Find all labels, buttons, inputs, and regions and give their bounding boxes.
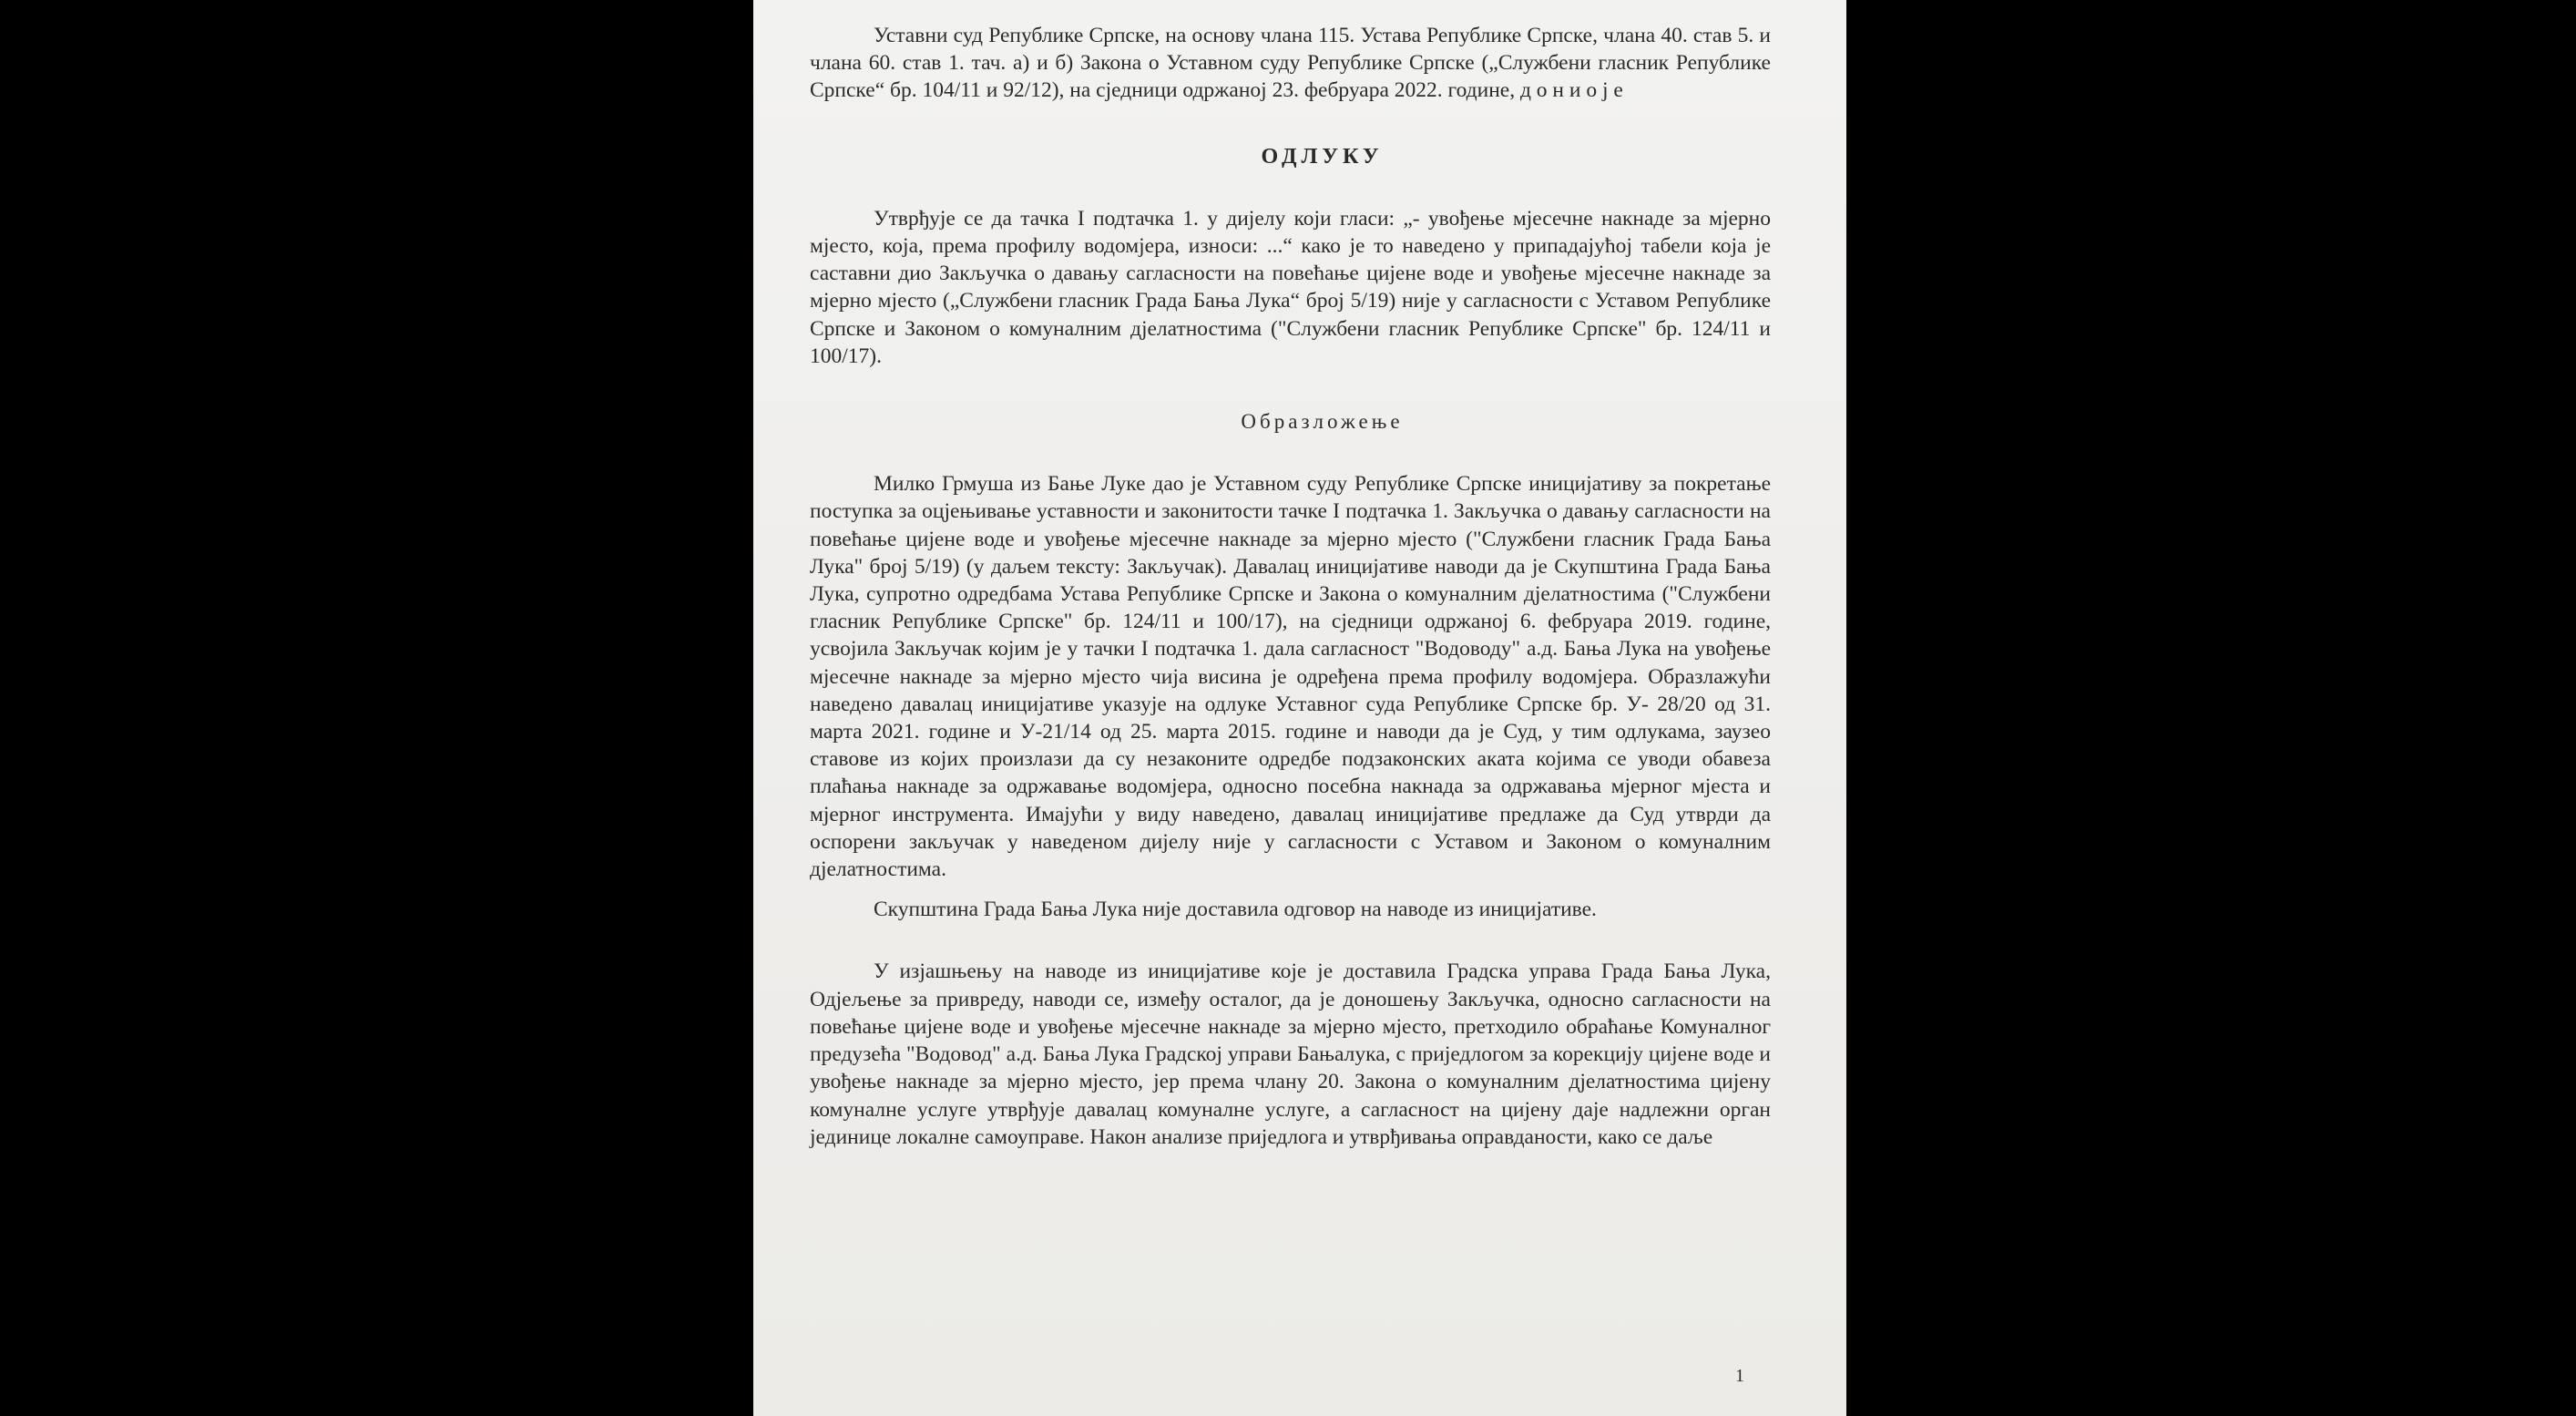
page-number: 1: [1735, 1366, 1744, 1386]
document-page: [753, 0, 1846, 1416]
reasoning-paragraph-1: Милко Грмуша из Бање Луке дао је Уставном суду Републике Српске иницијативу за покретање поступка за оцјењивање уставности и законитости тачке I подтачка 1. Закључка о давању сагласности на повећање цијене воде и увођење мјесечне накнаде за мјерно мјесто ("Службени гласник Града Бања Лука" број 5/19) (у даљем тексту: Закључак). Давалац иницијативе наводи да је Скупштина Града Бања Лука, супротно одредбама Устава Републике Српске и Закона о комуналним дјелатностима ("Службени гласник Републике Српске" бр. 124/11 и 100/17), на сједници одржаној 6. фебруара 2019. године, усвојила Закључак којим је у тачки I подтачка 1. дала сагласност "Водоводу" а.д. Бања Лука на увођење мјесечне накнаде за мјерно мјесто чија висина је одређена према профилу водомјера. Образлажући наведено давалац иницијативе указује на одлуке Уставног суда Републике Српске бр. У- 28/20 од 31. марта 2021. године и У-21/14 од 25. марта 2015. године и наводи да је Суд, у тим одлукама, заузео ставове из којих произлази да су незаконите одредбе подзаконских аката којима се уводи обавеза плаћања накнаде за одржавање водомјера, односно посебна накнада за одржавања мјерног мјеста и мјерног инструмента. Имајући у виду наведено, давалац иницијативе предлаже да Суд утврди да оспорени закључак у наведеном дијелу није у сагласности с Уставом и Законом о комуналним дјелатностима.: [810, 472, 1771, 882]
reasoning-title: Образложење: [1241, 410, 1404, 434]
reasoning-paragraph-3: У изјашњењу на наводе из иницијативе које је доставила Градска управа Града Бања Лука, Одјељење за привреду, наводи се, између осталог, да је доношењу Закључка, односно сагласности на повећање цијене воде и увођење мјесечне накнаде за мјерно мјесто, претходило обраћање Комуналног предузећа "Водовод" а.д. Бања Лука Градској управи Бањалука, с приједлогом за корекцију цијене воде и увођење накнаде за мјерно мјесто, јер према члану 20. Закона о комуналним дјелатностима цијену комуналне услуге утврђује давалац комуналне услуге, а сагласност на цијену даје надлежни орган јединице локалне самоуправе. Након анализе приједлога и утврђивања оправданости, како се даље: [810, 959, 1771, 1149]
intro-paragraph: Уставни суд Републике Српске, на основу члана 115. Устава Републике Српске, члана 40. став 5. и члана 60. став 1. тач. а) и б) Закона о Уставном суду Републике Српске („Службени гласник Републике Српске“ бр. 104/11 и 92/12), на сједници одржаној 23. фебруара 2022. године, д о н и о ј е: [810, 24, 1771, 103]
document-body: [810, 22, 1771, 1151]
reasoning-paragraph-2: Скупштина Града Бања Лука није доставила одговор на наводе из иницијативе.: [874, 898, 1597, 922]
decision-title: ОДЛУКУ: [1261, 144, 1384, 169]
decision-paragraph: Утврђује се да тачка I подтачка 1. у дијелу који гласи: „- увођење мјесечне накнаде за мјерно мјесто, која, према профилу водомјера, износи: ...“ како је то наведено у припадајућој табели која је саставни дио Закључка о давању сагласности на повећање цијене воде и увођење мјесечне накнаде за мјерно мјесто („Службени гласник Града Бања Лука“ број 5/19) није у сагласности с Уставом Републике Српске и Законом о комуналним дјелатностима ("Службени гласник Републике Српске" бр. 124/11 и 100/17).: [810, 206, 1771, 368]
